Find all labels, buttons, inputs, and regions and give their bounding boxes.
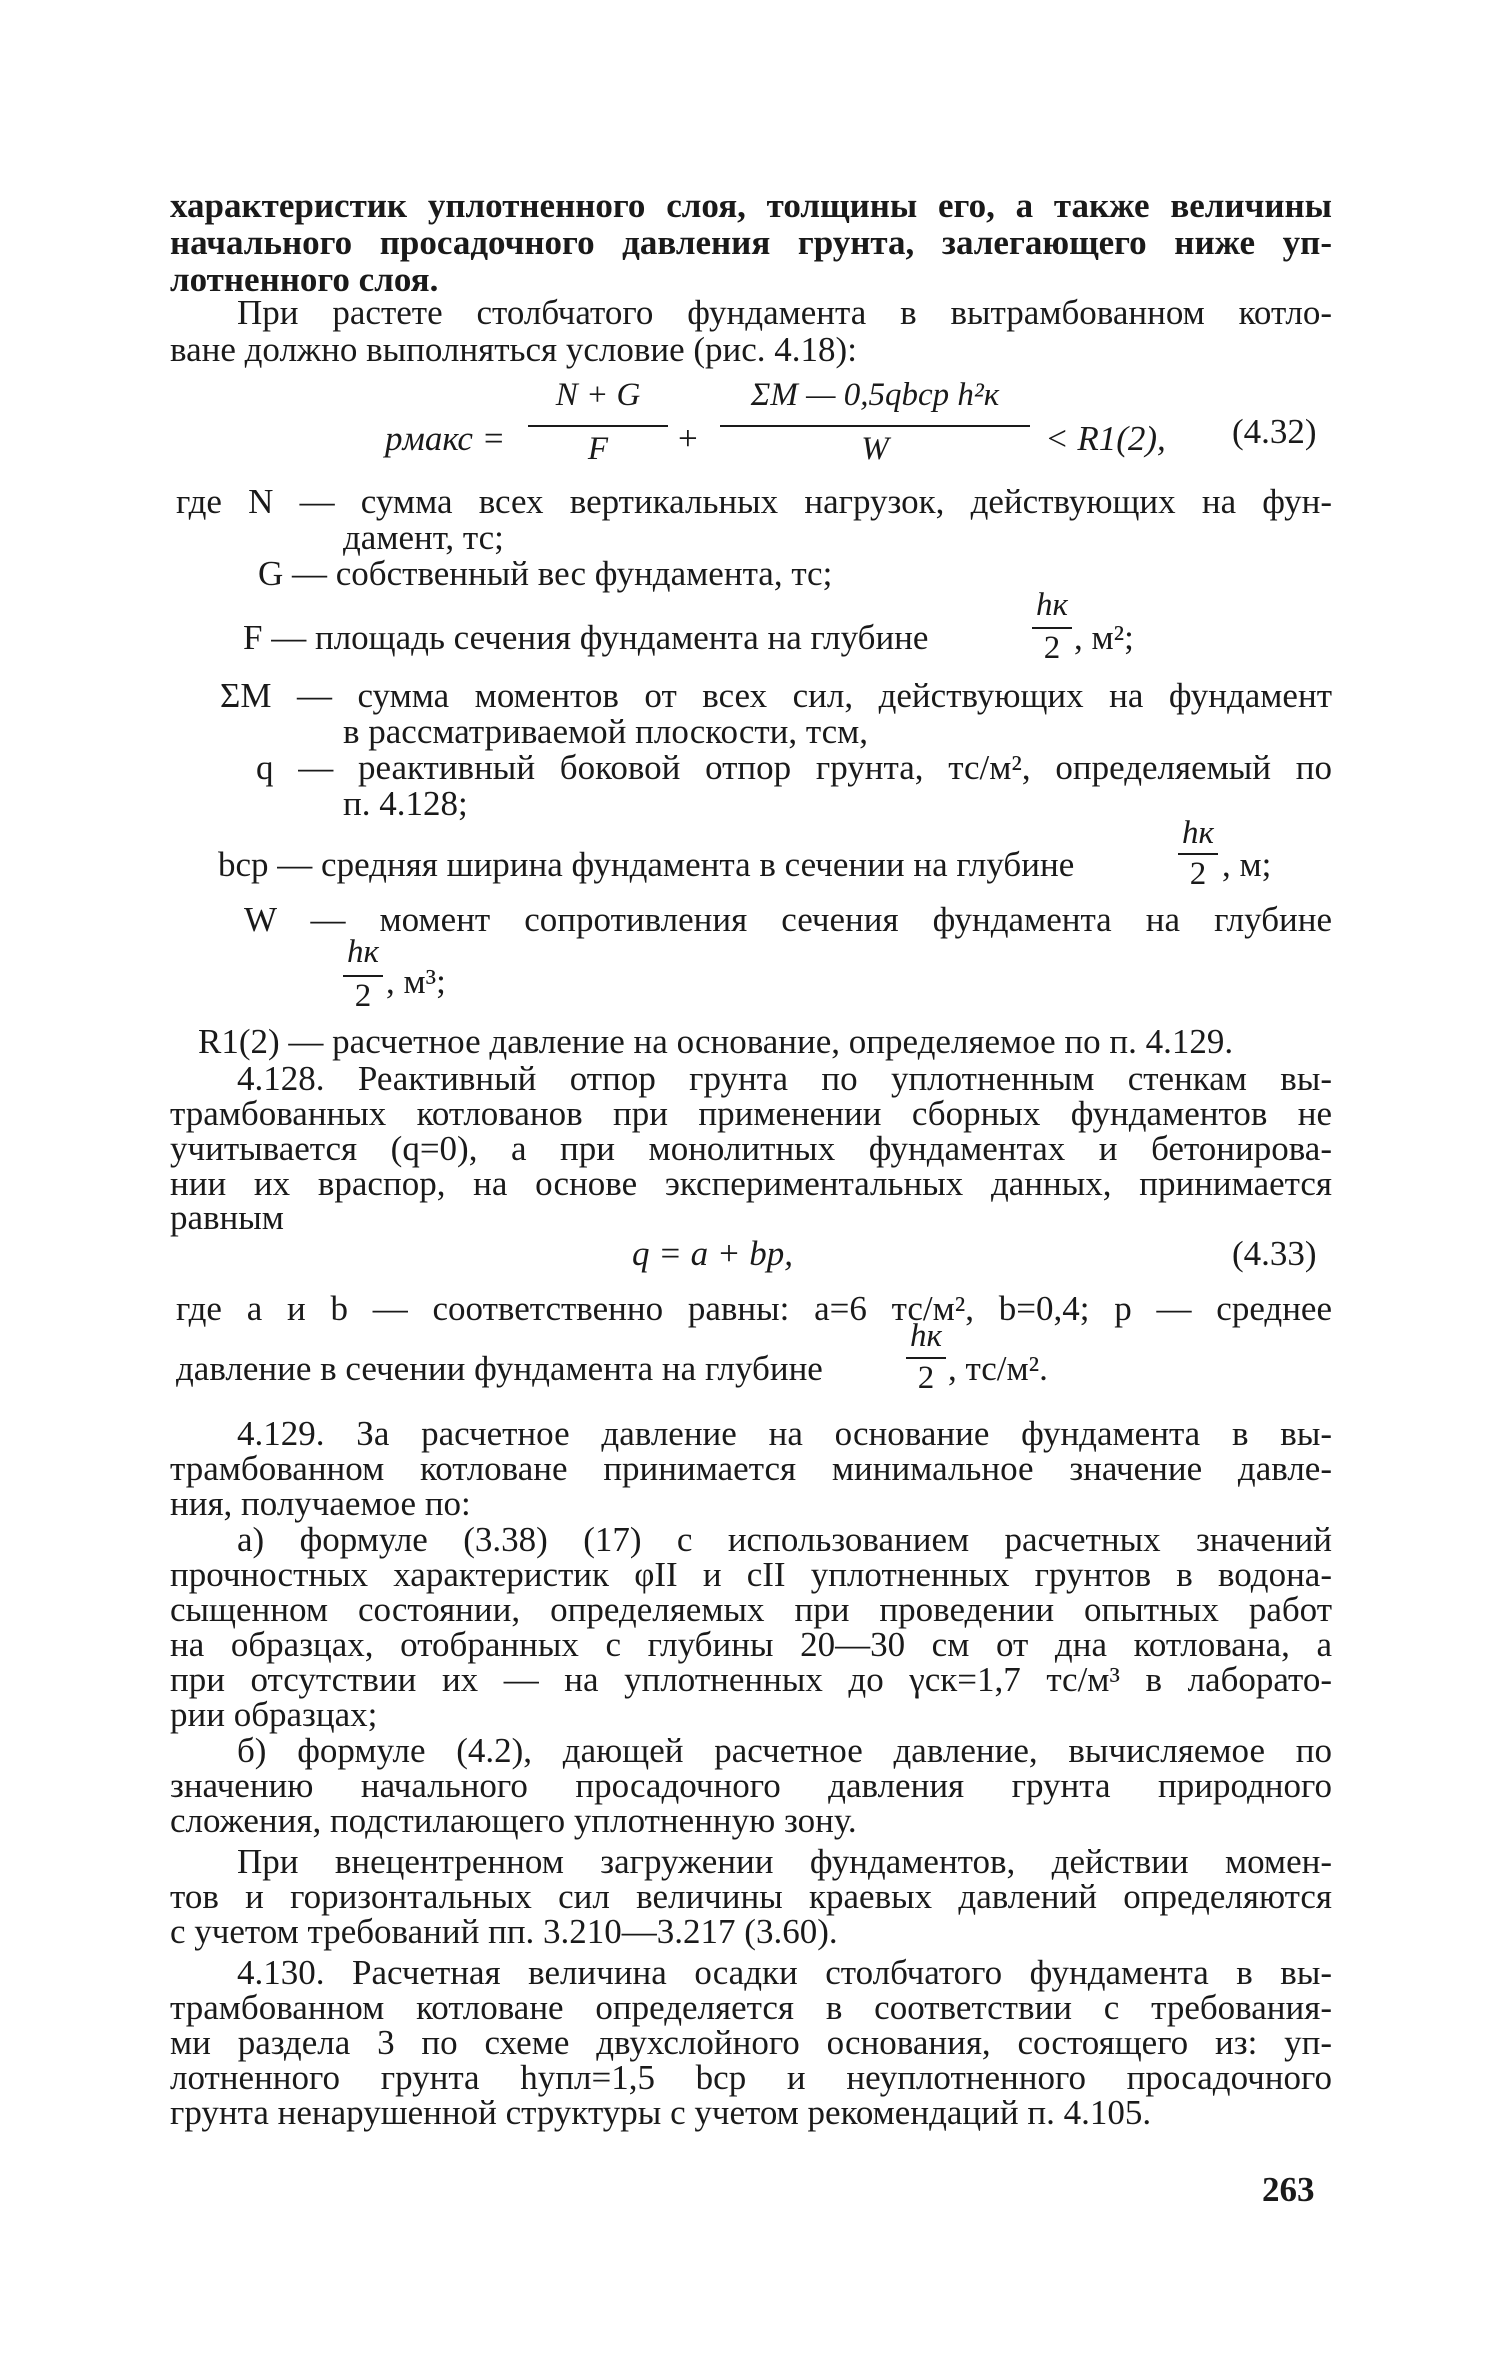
fraction-denominator: W [861,431,889,467]
equation-number: (4.33) [1232,1234,1317,1273]
fraction-numerator: hк [910,1318,942,1354]
paragraph-line: нии их враспор, на основе экспериментальных данных, принимается [170,1164,1332,1203]
paragraph-line: сложения, подстилающего уплотненную зону. [170,1801,857,1840]
formula-plus: + [678,419,698,458]
page-number: 263 [1262,2170,1315,2209]
paragraph-line: тов и горизонтальных сил величины краевых давлений определяются [170,1877,1332,1916]
definition-line: W — момент сопротивления сечения фундамента на глубине [244,900,1332,939]
fraction-bar [1178,853,1218,855]
definition-line: , м²; [1074,618,1134,657]
paragraph-line: на образцах, отобранных с глубины 20—30 см от дна котлована, а [170,1625,1332,1664]
fraction-denominator: 2 [1189,856,1207,892]
formula-4-33: q = a + bp, [632,1234,793,1273]
paragraph-line: ми раздела 3 по схеме двухслойного основания, состоящего из: уп- [170,2023,1332,2062]
paragraph-line: грунта ненарушенной структуры с учетом рекомендаций п. 4.105. [170,2093,1152,2132]
fraction-bar [528,425,668,427]
paragraph-line: б) формуле (4.2), дающей расчетное давление, вычисляемое по [237,1731,1332,1770]
paragraph-line: трамбованном котловане определяется в соответствии с требования- [170,1988,1332,2027]
paragraph-line: ния, получаемое по: [170,1484,471,1523]
fraction-bar [343,975,383,977]
definition-line: G — собственный вес фундамента, тс; [258,554,833,593]
paragraph-line: с учетом требований пп. 3.210—3.217 (3.60). [170,1912,838,1951]
definition-line: п. 4.128; [343,784,468,823]
text-line: характеристик уплотненного слоя, толщины его, а также величины [170,186,1332,225]
definition-line: bср — средняя ширина фундамента в сечении на глубине [218,845,1075,884]
paragraph-line: сыщенном состоянии, определяемых при проведении опытных работ [170,1590,1332,1629]
fraction-bar [906,1357,946,1359]
paragraph-line: рии образцах; [170,1695,378,1734]
paragraph-line: 4.130. Расчетная величина осадки столбчатого фундамента в вы- [237,1953,1332,1992]
paragraph-line: , тс/м². [948,1349,1048,1388]
paragraph-line: 4.128. Реактивный отпор грунта по уплотненным стенкам вы- [237,1059,1332,1098]
fraction-numerator: N + G [555,377,641,413]
fraction-numerator: ΣM — 0,5qbср h²к [750,377,1000,413]
formula-rhs: < R1(2), [1045,419,1166,458]
equation-number: (4.32) [1232,412,1317,451]
fraction-numerator: hк [1036,587,1068,623]
paragraph-line: прочностных характеристик φII и cII уплотненных грунтов в водона- [170,1555,1332,1594]
paragraph-line: учитывается (q=0), а при монолитных фундаментах и бетонирова- [170,1129,1332,1168]
paragraph-line: значению начального просадочного давления грунта природного [170,1766,1332,1805]
paragraph-line: трамбованном котловане принимается минимальное значение давле- [170,1449,1332,1488]
paragraph-line: При внецентренном загружении фундаментов, действии момен- [237,1842,1332,1881]
paragraph-line: лотненного грунта hупл=1,5 bср и неуплотненного просадочного [170,2058,1332,2097]
definition-line: дамент, тс; [343,518,504,557]
fraction-numerator: hк [1182,815,1214,851]
fraction-numerator: hк [347,934,379,970]
paragraph-line: 4.129. За расчетное давление на основание фундамента в вы- [237,1414,1332,1453]
text-line: ване должно выполняться условие (рис. 4.18): [170,330,857,369]
text-line: начального просадочного давления грунта, залегающего ниже уп- [170,223,1332,262]
paragraph-line: а) формуле (3.38) (17) с использованием расчетных значений [237,1520,1332,1559]
formula-lhs: pмакс = [385,419,506,458]
fraction-bar [1032,627,1072,629]
text-line: При растете столбчатого фундамента в вытрамбованном котло- [237,293,1332,332]
paragraph-line: где a и b — соответственно равны: a=6 тс/м², b=0,4; p — среднее [176,1289,1332,1328]
fraction-denominator: F [587,431,609,467]
definition-line: где N — сумма всех вертикальных нагрузок, действующих на фун- [176,482,1332,521]
paragraph-line: равным [170,1198,284,1237]
paragraph-line: при отсутствии их — на уплотненных до γск=1,7 тс/м³ в лаборато- [170,1660,1332,1699]
fraction-denominator: 2 [917,1360,935,1396]
text-line: лотненного слоя. [170,260,439,299]
definition-line: q — реактивный боковой отпор грунта, тс/м², определяемый по [256,748,1332,787]
definition-line: F — площадь сечения фундамента на глубине [243,618,929,657]
paragraph-line: трамбованных котлованов при применении сборных фундаментов не [170,1094,1332,1133]
fraction-bar [720,425,1030,427]
fraction-denominator: 2 [354,978,372,1014]
fraction-denominator: 2 [1043,630,1061,666]
definition-line: ΣM — сумма моментов от всех сил, действующих на фундамент [220,676,1332,715]
definition-line: в рассматриваемой плоскости, тсм, [343,712,869,751]
definition-line: , м³; [386,962,446,1001]
definition-line: R1(2) — расчетное давление на основание, определяемое по п. 4.129. [198,1022,1234,1061]
paragraph-line: давление в сечении фундамента на глубине [176,1349,823,1388]
definition-line: , м; [1222,845,1272,884]
